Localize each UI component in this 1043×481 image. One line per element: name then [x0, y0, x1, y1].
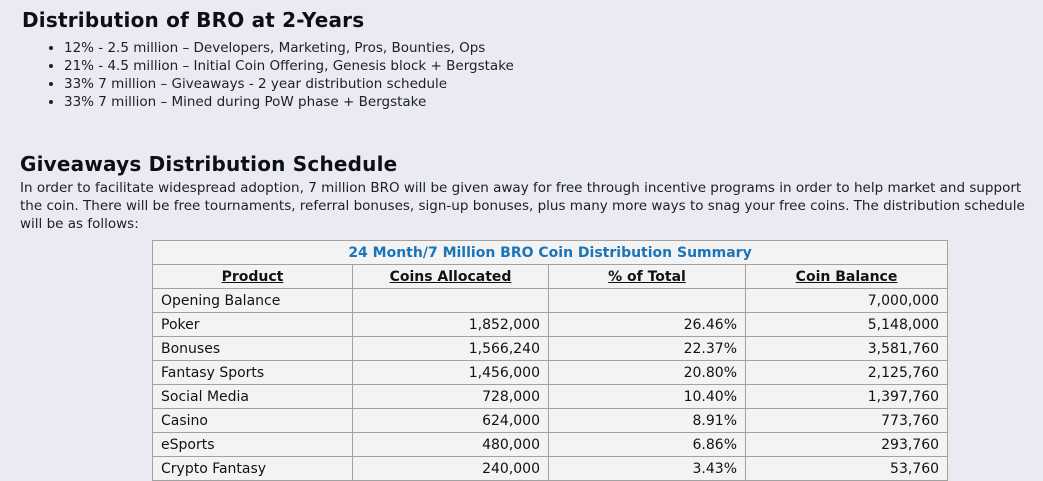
cell-coins: 1,566,240	[353, 337, 549, 361]
cell-balance: 5,148,000	[746, 313, 948, 337]
column-header-label: Coins Allocated	[389, 268, 512, 285]
cell-coins	[353, 289, 549, 313]
cell-product: Casino	[153, 409, 353, 433]
table-title: 24 Month/7 Million BRO Coin Distribution Summary	[153, 241, 948, 265]
distribution-bullet-list	[20, 39, 1035, 111]
table-row	[153, 289, 948, 313]
cell-pct: 6.86%	[549, 433, 746, 457]
table-row	[153, 337, 948, 361]
table-row	[153, 409, 948, 433]
cell-product: Crypto Fantasy	[153, 457, 353, 481]
bullet-item: • 21% - 4.5 million – Initial Coin Offering, Genesis block + Bergstake	[64, 57, 1035, 75]
cell-coins: 1,456,000	[353, 361, 549, 385]
bullet-item: • 33% 7 million – Giveaways - 2 year distribution schedule	[64, 75, 1035, 93]
cell-coins: 240,000	[353, 457, 549, 481]
cell-product: Poker	[153, 313, 353, 337]
bullet-item: • 12% - 2.5 million – Developers, Marketing, Pros, Bounties, Ops	[64, 39, 1035, 57]
table-row	[153, 385, 948, 409]
giveaways-paragraph: In order to facilitate widespread adoption, 7 million BRO will be given away for free through incentive programs in order to help market and support the coin. There will be free tournaments, referral bonuses, sign-up bonuses, plus many more ways to snag your free coins. The distribution schedule will be as follows:	[20, 180, 1025, 232]
table-row	[153, 313, 948, 337]
cell-balance: 293,760	[746, 433, 948, 457]
cell-pct: 8.91%	[549, 409, 746, 433]
column-header-product	[153, 265, 353, 289]
table-row	[153, 457, 948, 481]
distribution-summary-table	[152, 240, 948, 481]
column-header-coins-allocated	[353, 265, 549, 289]
cell-coins: 624,000	[353, 409, 549, 433]
cell-coins: 1,852,000	[353, 313, 549, 337]
cell-product: Social Media	[153, 385, 353, 409]
cell-balance: 773,760	[746, 409, 948, 433]
cell-pct: 22.37%	[549, 337, 746, 361]
cell-product: Fantasy Sports	[153, 361, 353, 385]
column-header-label: Coin Balance	[795, 268, 898, 285]
cell-coins: 728,000	[353, 385, 549, 409]
cell-coins: 480,000	[353, 433, 549, 457]
cell-pct: 3.43%	[549, 457, 746, 481]
distribution-heading: Distribution of BRO at 2-Years	[22, 8, 365, 32]
cell-pct	[549, 289, 746, 313]
cell-balance: 1,397,760	[746, 385, 948, 409]
table-row	[153, 361, 948, 385]
cell-balance: 2,125,760	[746, 361, 948, 385]
distribution-table-container	[152, 240, 1035, 481]
column-header-pct-of-total	[549, 265, 746, 289]
table-row	[153, 433, 948, 457]
cell-balance: 3,581,760	[746, 337, 948, 361]
column-header-label: % of Total	[608, 268, 686, 285]
cell-pct: 20.80%	[549, 361, 746, 385]
giveaways-heading: Giveaways Distribution Schedule	[20, 152, 398, 176]
column-header-label: Product	[221, 268, 284, 285]
cell-pct: 26.46%	[549, 313, 746, 337]
cell-product: Bonuses	[153, 337, 353, 361]
cell-product: Opening Balance	[153, 289, 353, 313]
table-title-row	[153, 241, 948, 265]
column-header-coin-balance	[746, 265, 948, 289]
cell-balance: 53,760	[746, 457, 948, 481]
cell-balance: 7,000,000	[746, 289, 948, 313]
cell-product: eSports	[153, 433, 353, 457]
cell-pct: 10.40%	[549, 385, 746, 409]
bullet-item: • 33% 7 million – Mined during PoW phase + Bergstake	[64, 93, 1035, 111]
table-header-row	[153, 265, 948, 289]
